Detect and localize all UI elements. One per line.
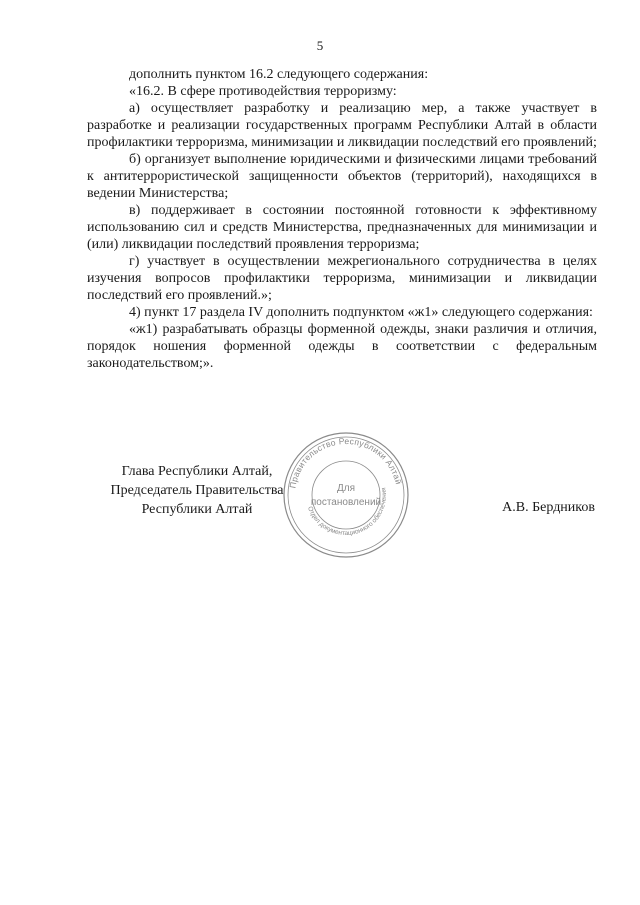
official-seal-stamp xyxy=(282,431,410,559)
paragraph: а) осуществляет разработку и реализацию мер, а также участвует в разработке и реализации государственных программ Республики Алтай в области профилактики терроризма, минимизации и ликвидации последствий его проявлений; xyxy=(87,101,597,150)
seal-graphic xyxy=(282,431,410,559)
paragraph: б) организует выполнение юридическими и физическими лицами требований к антитеррористической защищенности объектов (территорий), находящихся в ведении Министерства; xyxy=(87,152,597,201)
signatory-title xyxy=(88,462,306,519)
signatory-title-line: Республики Алтай xyxy=(141,502,253,517)
paragraph: «ж1) разрабатывать образцы форменной одежды, знаки различия и отличия, порядок ношения форменной одежды в соответствии с федеральным законодательством;». xyxy=(87,322,597,371)
paragraph: в) поддерживает в состоянии постоянной готовности к эффективному использованию сил и средств Министерства, предназначенных для минимизации и (или) ликвидации последствий проявления терроризма; xyxy=(87,203,597,252)
paragraph: дополнить пунктом 16.2 следующего содержания: xyxy=(129,67,429,82)
paragraph: 4) пункт 17 раздела IV дополнить подпунктом «ж1» следующего содержания: xyxy=(129,305,593,320)
signatory-title-line: Председатель Правительства xyxy=(110,483,284,498)
document-body xyxy=(87,66,597,372)
svg-text:Правительство Республики Алтай xyxy=(287,436,403,489)
signatory-title-line: Глава Республики Алтай, xyxy=(121,464,273,479)
seal-center-text: постановлений xyxy=(310,497,382,508)
paragraph: «16.2. В сфере противодействия терроризму: xyxy=(129,84,397,99)
page-number: 5 xyxy=(316,38,324,53)
seal-inner-text: Отдел документационного обеспечения xyxy=(306,486,389,538)
seal-center-text: Для xyxy=(336,483,356,494)
paragraph: г) участвует в осуществлении межрегионального сотрудничества в целях изучения вопросов профилактики терроризма, минимизации и ликвидации последствий его проявлений.»; xyxy=(87,254,597,303)
signatory-name: А.В. Бердников xyxy=(502,500,595,515)
seal-outer-text: Правительство Республики Алтай xyxy=(287,435,404,489)
